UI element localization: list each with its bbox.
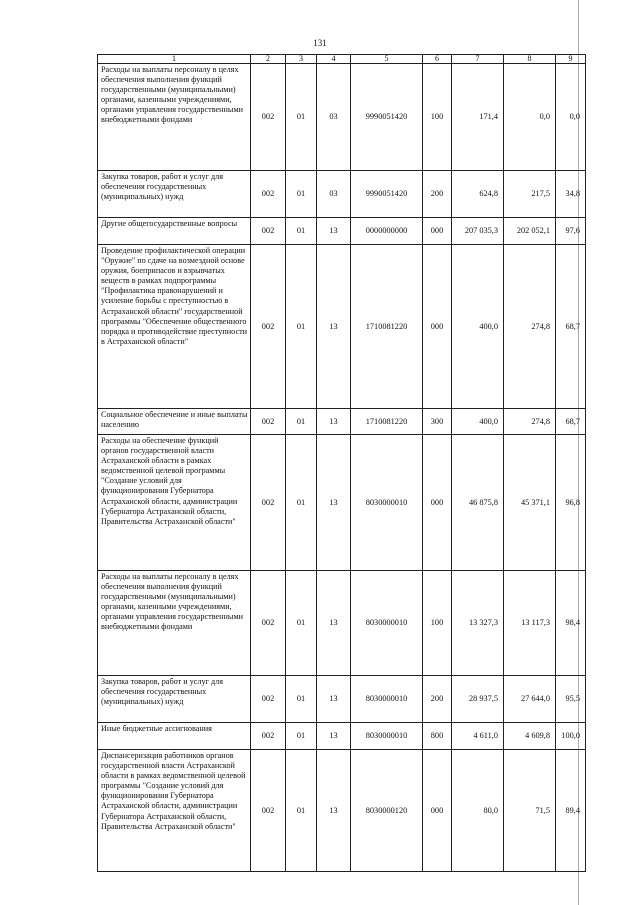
expense-type: 100	[423, 64, 452, 171]
target-code: 0000000000	[351, 218, 423, 245]
percent-done: 68,7	[556, 409, 586, 435]
budget-table	[97, 54, 586, 872]
percent-done: 96,8	[556, 435, 586, 571]
section-code: 01	[286, 723, 317, 750]
actual-amount: 45 371,1	[504, 435, 556, 571]
planned-amount: 4 611,0	[452, 723, 504, 750]
expense-type: 000	[423, 435, 452, 571]
expense-type: 000	[423, 750, 452, 872]
admin-code: 002	[251, 409, 286, 435]
subsection-code: 13	[317, 218, 351, 245]
percent-done: 89,4	[556, 750, 586, 872]
section-code: 01	[286, 245, 317, 409]
planned-amount: 624,8	[452, 171, 504, 218]
section-code: 01	[286, 676, 317, 723]
target-code: 1710081220	[351, 245, 423, 409]
target-code: 8030000010	[351, 676, 423, 723]
row-name: Расходы на выплаты персоналу в целях обеспечения выполнения функций государственными (муниципальными) органами, казенными учреждениями, органами управления государственными внебюджетными фондами	[98, 64, 251, 171]
target-code: 9990051420	[351, 64, 423, 171]
subsection-code: 13	[317, 245, 351, 409]
target-code: 8030000010	[351, 435, 423, 571]
planned-amount: 400,0	[452, 409, 504, 435]
subsection-code: 13	[317, 676, 351, 723]
table-row	[98, 171, 586, 218]
row-name: Другие общегосударственные вопросы	[98, 218, 251, 245]
section-code: 01	[286, 750, 317, 872]
row-name: Диспансеризация работников органов государственной власти Астраханской области в рамках ведомственной целевой программы "Создание условий для функционирования Губернатора Астраханской области, администрации Губернатора Астраханской области, Правительства Астраханской области"	[98, 750, 251, 872]
row-name: Расходы на выплаты персоналу в целях обеспечения выполнения функций государственными (муниципальными) органами, казенными учреждениями, органами управления государственными внебюджетными фондами	[98, 571, 251, 676]
section-code: 01	[286, 571, 317, 676]
row-name: Проведение профилактической операции "Оружие" по сдаче на возмездной основе оружия, боеприпасов и взрывчатых веществ в рамках подпрограммы "Профилактика правонарушений и усиление борьбы с преступностью в Астраханской области" государственной программы "Обеспечение общественного порядка и противодействие преступности в Астраханской области"	[98, 245, 251, 409]
table-row	[98, 409, 586, 435]
planned-amount: 207 035,3	[452, 218, 504, 245]
target-code: 8030000010	[351, 723, 423, 750]
subsection-code: 13	[317, 750, 351, 872]
percent-done: 98,4	[556, 571, 586, 676]
subsection-code: 13	[317, 571, 351, 676]
header-cell: 3	[286, 55, 317, 64]
header-row	[98, 55, 586, 64]
table-row	[98, 750, 586, 872]
table-row	[98, 245, 586, 409]
expense-type: 200	[423, 676, 452, 723]
actual-amount: 13 117,3	[504, 571, 556, 676]
subsection-code: 13	[317, 409, 351, 435]
planned-amount: 28 937,5	[452, 676, 504, 723]
header-cell: 9	[556, 55, 586, 64]
actual-amount: 71,5	[504, 750, 556, 872]
planned-amount: 80,0	[452, 750, 504, 872]
actual-amount: 217,5	[504, 171, 556, 218]
percent-done: 97,6	[556, 218, 586, 245]
subsection-code: 13	[317, 723, 351, 750]
admin-code: 002	[251, 723, 286, 750]
planned-amount: 46 875,8	[452, 435, 504, 571]
table-row	[98, 571, 586, 676]
target-code: 1710081220	[351, 409, 423, 435]
expense-type: 800	[423, 723, 452, 750]
planned-amount: 13 327,3	[452, 571, 504, 676]
header-cell: 5	[351, 55, 423, 64]
planned-amount: 171,4	[452, 64, 504, 171]
table-row	[98, 676, 586, 723]
admin-code: 002	[251, 245, 286, 409]
header-cell: 8	[504, 55, 556, 64]
admin-code: 002	[251, 64, 286, 171]
header-cell: 6	[423, 55, 452, 64]
header-cell: 1	[98, 55, 251, 64]
expense-type: 200	[423, 171, 452, 218]
subsection-code: 13	[317, 435, 351, 571]
section-code: 01	[286, 435, 317, 571]
actual-amount: 0,0	[504, 64, 556, 171]
admin-code: 002	[251, 218, 286, 245]
target-code: 9990051420	[351, 171, 423, 218]
row-name: Иные бюджетные ассигнования	[98, 723, 251, 750]
subsection-code: 03	[317, 64, 351, 171]
table-row	[98, 723, 586, 750]
target-code: 8030000120	[351, 750, 423, 872]
admin-code: 002	[251, 750, 286, 872]
section-code: 01	[286, 218, 317, 245]
admin-code: 002	[251, 171, 286, 218]
actual-amount: 4 609,8	[504, 723, 556, 750]
table-row	[98, 64, 586, 171]
header-cell: 2	[251, 55, 286, 64]
expense-type: 300	[423, 409, 452, 435]
percent-done: 0,0	[556, 64, 586, 171]
row-name: Закупка товаров, работ и услуг для обеспечения государственных (муниципальных) нужд	[98, 676, 251, 723]
percent-done: 100,0	[556, 723, 586, 750]
row-name: Закупка товаров, работ и услуг для обеспечения государственных (муниципальных) нужд	[98, 171, 251, 218]
admin-code: 002	[251, 571, 286, 676]
section-code: 01	[286, 64, 317, 171]
section-code: 01	[286, 171, 317, 218]
table-row	[98, 435, 586, 571]
actual-amount: 274,8	[504, 409, 556, 435]
subsection-code: 03	[317, 171, 351, 218]
admin-code: 002	[251, 435, 286, 571]
actual-amount: 274,8	[504, 245, 556, 409]
page-number: 131	[313, 38, 327, 48]
percent-done: 68,7	[556, 245, 586, 409]
table-row	[98, 218, 586, 245]
expense-type: 000	[423, 218, 452, 245]
actual-amount: 202 052,1	[504, 218, 556, 245]
admin-code: 002	[251, 676, 286, 723]
actual-amount: 27 644,0	[504, 676, 556, 723]
section-code: 01	[286, 409, 317, 435]
header-cell: 4	[317, 55, 351, 64]
header-cell: 7	[452, 55, 504, 64]
row-name: Социальное обеспечение и иные выплаты населению	[98, 409, 251, 435]
percent-done: 95,5	[556, 676, 586, 723]
target-code: 8030000010	[351, 571, 423, 676]
expense-type: 000	[423, 245, 452, 409]
row-name: Расходы на обеспечение функций органов государственной власти Астраханской области в рамках ведомственной целевой программы "Создание условий для функционирования Губернатора Астраханской области, администрации Губернатора Астраханской области, Правительства Астраханской области"	[98, 435, 251, 571]
percent-done: 34,8	[556, 171, 586, 218]
expense-type: 100	[423, 571, 452, 676]
planned-amount: 400,0	[452, 245, 504, 409]
